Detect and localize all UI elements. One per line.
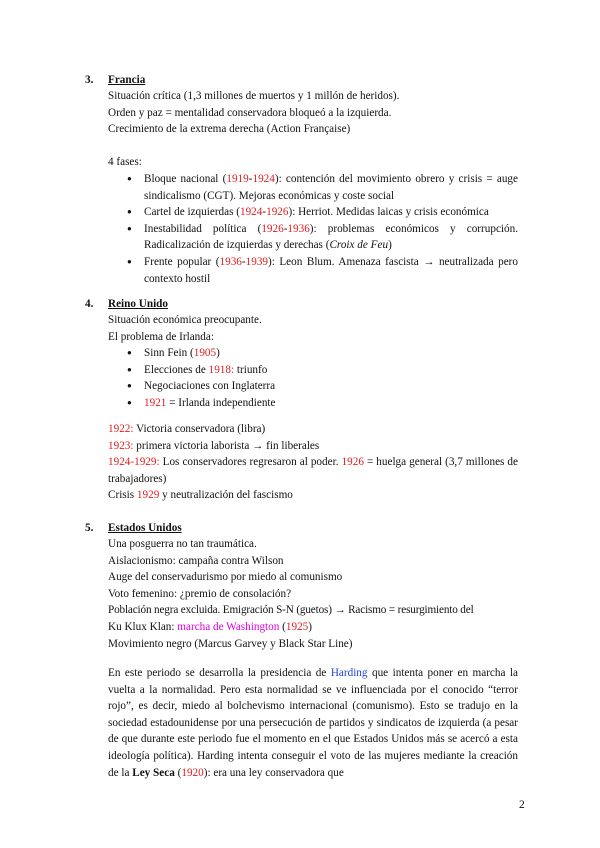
francia-body	[108, 88, 518, 287]
text-line: Voto femenino: ¿premio de consolación?	[108, 587, 292, 600]
event-line: 1923: primera victoria laborista → fin liberales	[108, 439, 320, 452]
section-heading-reino-unido	[85, 296, 168, 313]
text-line: Movimiento negro (Marcus Garvey y Black Star Line)	[108, 637, 353, 650]
harding-paragraph: En este periodo se desarrolla la presidencia de Harding que intenta poner en marcha la vuelta a la normalidad. Pero esta normalidad se ve influenciada por el conocido “terror rojo”, es decir, miedo al bolchevismo internacional (comunismo). Esto se tradujo en la sociedad estadounidense por una persecución de partidos y sindicatos de izquierda (a pesar de que durante este periodo fue el momento en el que Estados Unidos más se acercó a esta ideología política). Harding intenta conseguir el voto de las mujeres mediante la creación de la Ley Seca (1920): era una ley conservadora que	[108, 667, 518, 779]
text-line: Situación crítica (1,3 millones de muertos y 1 millón de heridos).	[108, 90, 400, 102]
list-item: ● Bloque nacional (1919-1924): contención del movimiento obrero y crisis = auge sindicalismo (CGT). Mejoras económicas y coste social	[108, 171, 518, 204]
text-line: Aislacionismo: campaña contra Wilson	[108, 554, 284, 567]
reino-unido-events	[108, 421, 518, 504]
section-number: 3.	[85, 74, 94, 86]
text-line: Auge del conservadurismo por miedo al comunismo	[108, 571, 343, 584]
section-title: Reino Unido	[108, 298, 168, 310]
list-item: ● Sinn Fein (1905)	[108, 345, 518, 362]
text-line: El problema de Irlanda:	[108, 330, 214, 343]
irlanda-list	[108, 345, 518, 411]
section-heading-francia	[85, 72, 145, 89]
text-line: Una posguerra no tan traumática.	[108, 538, 257, 550]
list-item: ● Frente popular (1936-1939): Leon Blum. Amenaza fascista → neutralizada pero contexto hostil	[108, 254, 518, 287]
section-number: 4.	[85, 298, 94, 310]
fases-list	[108, 171, 518, 287]
event-line: 1924-1929: Los conservadores regresaron al poder. 1926 = huelga general (3,7 millones de trabajadores)	[108, 456, 518, 485]
page-number: 2	[519, 799, 525, 811]
reino-unido-body	[108, 312, 518, 412]
text-line: Orden y paz = mentalidad conservadora bloqueó a la izquierda.	[108, 106, 392, 119]
list-item: ● Inestabilidad política (1926-1936): problemas económicos y corrupción. Radicalización de izquierdas y derechas (Croix de Feu)	[108, 221, 518, 254]
section-title: Estados Unidos	[108, 522, 182, 534]
list-item: ● 1921 = Irlanda independiente	[108, 395, 518, 412]
event-line: 1922: Victoria conservadora (libra)	[108, 423, 266, 435]
section-number: 5.	[85, 522, 94, 534]
list-item: ● Negociaciones con Inglaterra	[108, 378, 518, 395]
kkk-line: Ku Klux Klan: marcha de Washington (1925)	[108, 620, 312, 633]
section-title: Francia	[108, 74, 146, 86]
fases-label: 4 fases:	[108, 156, 142, 169]
estados-unidos-body	[108, 536, 528, 652]
text-line: Crecimiento de la extrema derecha (Action Française)	[108, 123, 351, 136]
text-line: Población negra excluida. Emigración S-N (guetos) → Racismo = resurgimiento del	[108, 604, 474, 617]
text-line: Situación económica preocupante.	[108, 314, 262, 326]
event-line: Crisis 1929 y neutralización del fascismo	[108, 489, 293, 502]
section-heading-estados-unidos	[85, 520, 182, 537]
list-item: ● Elecciones de 1918: triunfo	[108, 362, 518, 379]
list-item: ● Cartel de izquierdas (1924-1926): Herriot. Medidas laicas y crisis económica	[108, 204, 518, 221]
